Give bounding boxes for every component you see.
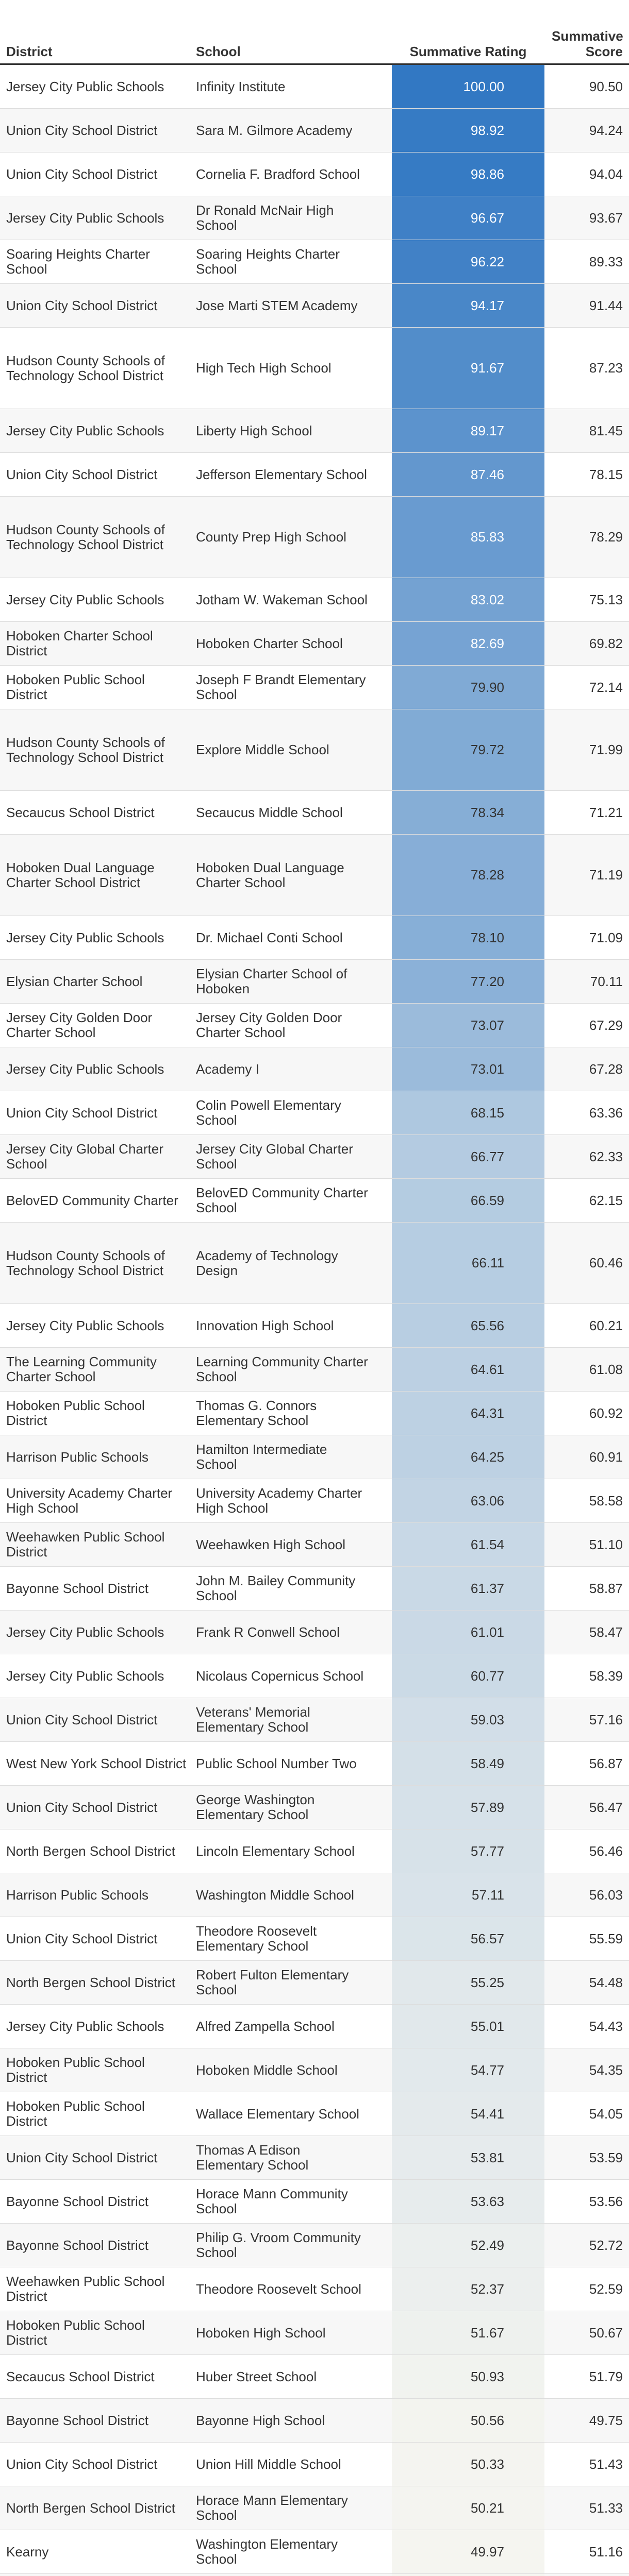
table-row [0,1304,629,1348]
summative-rating-cell: 68.15 [392,1091,544,1134]
district-cell: Union City School District [6,2149,158,2165]
district-cell: Jersey City Public Schools [6,2018,164,2034]
summative-score-cell: 58.39 [589,1668,623,1684]
summative-score-cell: 53.59 [589,2149,623,2165]
district-cell: Hoboken Public School District [6,2098,145,2129]
summative-score-cell: 61.08 [589,1361,623,1377]
table-row [0,240,629,284]
summative-score-cell: 90.50 [589,78,623,94]
school-cell: Public School Number Two [196,1755,357,1771]
summative-score-cell: 51.33 [589,2500,623,2516]
school-cell: Robert Fulton Elementary School [196,1967,349,1997]
summative-score-cell: 56.87 [589,1755,623,1771]
summative-score-cell: 56.47 [589,1799,623,1815]
district-cell: Jersey City Public Schools [6,210,164,226]
district-cell: University Academy Charter High School [6,1485,173,1516]
table-row [0,1047,629,1091]
district-cell: Harrison Public Schools [6,1887,149,1903]
summative-rating-cell: 49.97 [392,2530,544,2573]
table-row [0,152,629,196]
school-cell: Jose Marti STEM Academy [196,297,358,313]
district-cell: Hoboken Charter School District [6,628,153,658]
school-cell: Wallace Elementary School [196,2106,359,2122]
table-row [0,2092,629,2136]
school-cell: Jersey City Golden Door Charter School [196,1010,342,1040]
summative-score-cell: 52.72 [589,2237,623,2253]
summative-rating-cell: 78.34 [392,791,544,834]
summative-rating-cell: 61.01 [392,1611,544,1654]
summative-rating-cell: 66.77 [392,1135,544,1178]
school-cell: Learning Community Charter School [196,1354,368,1384]
table-row [0,409,629,453]
district-cell: Union City School District [6,466,158,482]
school-cell: Lincoln Elementary School [196,1843,355,1859]
summative-rating-cell: 55.25 [392,1961,544,2004]
table-row [0,2048,629,2092]
summative-rating-cell: 59.03 [392,1698,544,1741]
summative-score-cell: 58.87 [589,1580,623,1596]
school-cell: Academy of Technology Design [196,1247,338,1278]
summative-rating-cell: 53.63 [392,2180,544,2223]
school-cell: Hoboken Dual Language Charter School [196,859,344,890]
summative-rating-cell: 73.01 [392,1047,544,1091]
table-row [0,1135,629,1179]
summative-rating-cell: 56.57 [392,1917,544,1960]
summative-rating-cell: 100.00 [392,65,544,108]
district-cell: Union City School District [6,297,158,313]
table-row [0,1917,629,1961]
table-row [0,1392,629,1435]
table-row [0,1091,629,1135]
table-row [0,1435,629,1479]
summative-score-cell: 94.04 [589,166,623,182]
district-cell: Hoboken Public School District [6,2317,145,2348]
school-cell: University Academy Charter High School [196,1485,362,1516]
summative-rating-cell: 66.11 [392,1223,544,1303]
summative-rating-cell: 63.06 [392,1479,544,1522]
district-cell: Jersey City Public Schools [6,1668,164,1684]
column-header-school[interactable]: School [196,44,241,59]
table-row [0,1179,629,1223]
summative-rating-cell: 58.49 [392,1742,544,1785]
district-cell: Kearny [6,2544,49,2560]
school-cell: Veterans' Memorial Elementary School [196,1704,310,1735]
summative-rating-cell: 79.72 [392,709,544,790]
district-cell: Union City School District [6,1711,158,1727]
summative-score-cell: 60.91 [589,1449,623,1465]
table-row [0,1523,629,1567]
summative-rating-cell: 52.49 [392,2224,544,2267]
district-cell: Jersey City Public Schools [6,422,164,438]
summative-score-cell: 60.46 [589,1255,623,1270]
table-row [0,622,629,666]
table-row [0,2224,629,2267]
summative-score-cell: 62.33 [589,1148,623,1164]
school-cell: Dr. Michael Conti School [196,929,343,945]
district-cell: Jersey City Public Schools [6,929,164,945]
table-row [0,109,629,152]
district-cell: Jersey City Public Schools [6,1317,164,1333]
column-header-summative-rating[interactable]: Summative Rating [409,44,527,59]
summative-rating-cell: 53.81 [392,2136,544,2179]
table-row [0,1698,629,1742]
summative-score-cell: 67.29 [589,1017,623,1033]
table-row [0,65,629,109]
table-row [0,2311,629,2355]
summative-rating-cell: 64.25 [392,1435,544,1479]
district-cell: Jersey City Public Schools [6,1061,164,1077]
summative-score-cell: 54.48 [589,1974,623,1990]
district-cell: Union City School District [6,1930,158,1946]
summative-rating-cell: 98.92 [392,109,544,152]
district-cell: North Bergen School District [6,1974,176,1990]
summative-rating-cell: 85.83 [392,497,544,578]
table-row [0,2355,629,2399]
district-cell: Hoboken Public School District [6,672,145,702]
school-cell: Joseph F Brandt Elementary School [196,672,366,702]
summative-score-cell: 56.03 [589,1887,623,1903]
school-cell: John M. Bailey Community School [196,1573,356,1603]
summative-score-cell: 71.19 [589,867,623,883]
summative-rating-cell [392,2574,544,2576]
summative-rating-cell: 57.77 [392,1829,544,1873]
summative-rating-cell: 64.31 [392,1392,544,1435]
summative-rating-cell: 79.90 [392,666,544,709]
table-row [0,1611,629,1654]
table-row [0,2530,629,2574]
summative-score-cell: 70.11 [590,973,623,989]
school-cell: Thomas A Edison Elementary School [196,2142,309,2173]
district-cell: Secaucus School District [6,2368,155,2384]
table-row [0,497,629,578]
summative-score-cell: 54.05 [589,2106,623,2122]
district-cell: Jersey City Public Schools [6,1624,164,1640]
summative-rating-cell: 98.86 [392,152,544,196]
district-cell: Weehawken Public School District [6,2274,165,2304]
summative-score-cell: 67.28 [589,1061,623,1077]
district-cell: Harrison Public Schools [6,1449,149,1465]
district-cell: Bayonne School District [6,1580,149,1596]
summative-rating-cell: 94.17 [392,284,544,327]
district-cell: Secaucus School District [6,804,155,820]
table-row [0,1004,629,1047]
summative-score-cell: 53.56 [589,2193,623,2209]
summative-score-cell: 51.16 [589,2544,623,2560]
summative-score-cell: 49.75 [589,2412,623,2428]
summative-score-cell: 58.47 [589,1624,623,1640]
school-cell: Bayonne High School [196,2412,325,2428]
school-cell: Theodore Roosevelt School [196,2281,361,2297]
summative-score-cell: 55.59 [589,1930,623,1946]
column-header-district[interactable]: District [6,44,53,59]
district-cell: Bayonne School District [6,2193,149,2209]
summative-rating-cell: 60.77 [392,1654,544,1698]
summative-rating-cell: 54.41 [392,2092,544,2136]
summative-rating-cell: 66.59 [392,1179,544,1222]
summative-score-cell [552,2574,623,2576]
district-cell: Union City School District [6,1105,158,1121]
summative-score-cell: 63.36 [589,1105,623,1121]
summative-score-cell: 75.13 [589,591,623,607]
district-cell: West New York School District [6,1755,187,1771]
summative-score-cell: 81.45 [589,422,623,438]
table-row [0,1348,629,1392]
school-cell: Jotham W. Wakeman School [196,591,368,607]
summative-score-cell: 69.82 [589,635,623,651]
table-row [0,453,629,497]
table-row [0,916,629,960]
district-cell: Union City School District [6,1799,158,1815]
summative-rating-cell: 64.61 [392,1348,544,1391]
summative-score-cell: 54.35 [589,2062,623,2078]
school-cell: Huber Street School [196,2368,317,2384]
summative-score-cell: 51.43 [589,2456,623,2472]
school-cell: Union Hill Middle School [196,2456,341,2472]
district-cell: Bayonne School District [6,2412,149,2428]
summative-rating-cell: 77.20 [392,960,544,1003]
table-row [0,2136,629,2180]
summative-score-cell: 57.16 [589,1711,623,1727]
summative-score-cell: 54.43 [589,2018,623,2034]
table-row [0,328,629,409]
summative-score-cell: 60.92 [589,1405,623,1421]
summative-rating-cell: 78.28 [392,835,544,916]
school-cell: Dr Ronald McNair High School [196,202,334,233]
summative-score-cell: 94.24 [589,122,623,138]
school-cell: Hamilton Intermediate School [196,1442,327,1472]
district-cell: BelovED Community Charter [6,1192,178,1208]
district-cell: Jersey City Global Charter School [6,1141,163,1172]
summative-rating-cell: 57.11 [392,1873,544,1917]
school-cell: Hoboken Middle School [196,2062,338,2078]
school-cell: Washington Elementary School [196,2536,338,2567]
table-row [0,1786,629,1829]
summative-score-cell: 50.67 [589,2325,623,2341]
district-cell: Jersey City Public Schools [6,591,164,607]
summative-rating-cell: 54.77 [392,2048,544,2092]
summative-rating-cell: 89.17 [392,409,544,452]
summative-score-cell: 78.15 [589,466,623,482]
summative-rating-cell: 73.07 [392,1004,544,1047]
summative-score-cell: 87.23 [589,360,623,376]
district-cell: Jersey City Public Schools [6,78,164,94]
summative-rating-cell: 61.54 [392,1523,544,1566]
table-row [0,1961,629,2005]
summative-score-cell: 51.10 [589,1536,623,1552]
school-cell: Washington Middle School [196,1887,354,1903]
summative-score-cell: 71.21 [589,804,623,820]
district-cell: Hudson County Schools of Technology School District [6,521,165,552]
school-cell: Jersey City Global Charter School [196,1141,353,1172]
school-cell: George Washington Elementary School [196,1792,315,1822]
school-cell: Colin Powell Elementary School [196,1097,341,1128]
table-row [0,2399,629,2443]
summative-rating-cell: 50.33 [392,2443,544,2486]
school-cell: Alfred Zampella School [196,2018,335,2034]
district-cell [6,2574,187,2576]
school-cell: Weehawken High School [196,1536,346,1552]
school-cell [196,2574,371,2576]
district-cell: Hudson County Schools of Technology School District [6,1247,165,1278]
table-row [0,709,629,791]
summative-score-cell: 52.59 [589,2281,623,2297]
summative-rating-cell: 57.89 [392,1786,544,1829]
school-cell: Elysian Charter School of Hoboken [196,966,347,996]
table-row [0,1479,629,1523]
district-cell: Jersey City Golden Door Charter School [6,1010,153,1040]
table-row [0,960,629,1004]
school-cell: Academy I [196,1061,259,1077]
summative-rating-cell: 61.37 [392,1567,544,1610]
table-header [0,0,629,65]
table-row [0,196,629,240]
summative-rating-cell: 65.56 [392,1304,544,1347]
summative-rating-cell: 96.22 [392,240,544,283]
summative-rating-cell: 78.10 [392,916,544,959]
district-cell: Bayonne School District [6,2237,149,2253]
table-row [0,2574,629,2576]
summative-score-cell: 58.58 [589,1493,623,1509]
school-cell: Hoboken Charter School [196,635,343,651]
table-row [0,666,629,709]
school-cell: Horace Mann Elementary School [196,2493,348,2523]
school-cell: Frank R Conwell School [196,1624,340,1640]
district-cell: Hudson County Schools of Technology School District [6,734,165,765]
summative-rating-cell: 87.46 [392,453,544,496]
school-cell: Secaucus Middle School [196,804,343,820]
table-row [0,2005,629,2048]
school-cell: Horace Mann Community School [196,2186,348,2216]
table-row [0,284,629,328]
school-cell: Nicolaus Copernicus School [196,1668,364,1684]
summative-score-cell: 89.33 [589,253,623,269]
table-row [0,2267,629,2311]
summative-rating-cell: 55.01 [392,2005,544,2048]
table-row [0,1654,629,1698]
district-cell: Hoboken Public School District [6,2055,145,2085]
summative-rating-cell: 50.93 [392,2355,544,2398]
column-header-summative-score[interactable]: Summative Score [552,28,623,59]
school-cell: Hoboken High School [196,2325,326,2341]
school-cell: Theodore Roosevelt Elementary School [196,1923,317,1954]
district-cell: The Learning Community Charter School [6,1354,157,1384]
district-cell: Union City School District [6,166,158,182]
school-cell: County Prep High School [196,529,346,545]
table-row [0,2443,629,2486]
summative-score-cell: 78.29 [589,529,623,545]
district-cell: Soaring Heights Charter School [6,246,150,277]
school-cell: BelovED Community Charter School [196,1185,368,1215]
table-row [0,1567,629,1611]
school-cell: High Tech High School [196,360,332,376]
district-cell: Hudson County Schools of Technology School District [6,352,165,383]
district-cell: Hoboken Public School District [6,1398,145,1428]
summative-score-cell: 91.44 [589,297,623,313]
summative-score-cell: 60.21 [589,1317,623,1333]
summative-rating-cell: 83.02 [392,578,544,621]
summative-score-cell: 72.14 [589,679,623,695]
summative-rating-cell: 96.67 [392,196,544,240]
school-cell: Soaring Heights Charter School [196,246,340,277]
district-cell: Elysian Charter School [6,973,143,989]
summative-score-cell: 62.15 [589,1192,623,1208]
table-row [0,578,629,622]
district-cell: North Bergen School District [6,2500,176,2516]
table-row [0,1223,629,1304]
table-row [0,791,629,835]
table-row [0,2180,629,2224]
district-cell: Weehawken Public School District [6,1529,165,1560]
summative-rating-cell: 91.67 [392,328,544,409]
district-cell: Union City School District [6,2456,158,2472]
school-cell: Innovation High School [196,1317,334,1333]
school-cell: Explore Middle School [196,742,329,757]
summative-score-cell: 71.09 [589,929,623,945]
table-row [0,1873,629,1917]
summative-rating-cell: 50.21 [392,2486,544,2530]
school-cell: Jefferson Elementary School [196,466,367,482]
table-row [0,1742,629,1786]
district-cell: Hoboken Dual Language Charter School District [6,859,155,890]
summative-rating-cell: 51.67 [392,2311,544,2354]
summative-score-cell: 71.99 [589,742,623,757]
summative-rating-cell: 50.56 [392,2399,544,2442]
table-row [0,835,629,916]
school-cell: Thomas G. Connors Elementary School [196,1398,317,1428]
school-cell: Cornelia F. Bradford School [196,166,360,182]
district-cell: North Bergen School District [6,1843,176,1859]
school-cell: Liberty High School [196,422,312,438]
school-cell: Infinity Institute [196,78,286,94]
district-cell: Union City School District [6,122,158,138]
summative-score-cell: 56.46 [589,1843,623,1859]
summative-score-cell: 93.67 [589,210,623,226]
table-row [0,2486,629,2530]
school-cell: Philip G. Vroom Community School [196,2230,361,2260]
summative-rating-cell: 82.69 [392,622,544,665]
table-row [0,1829,629,1873]
school-cell: Sara M. Gilmore Academy [196,122,353,138]
summative-rating-cell: 52.37 [392,2267,544,2311]
summative-score-cell: 51.79 [589,2368,623,2384]
